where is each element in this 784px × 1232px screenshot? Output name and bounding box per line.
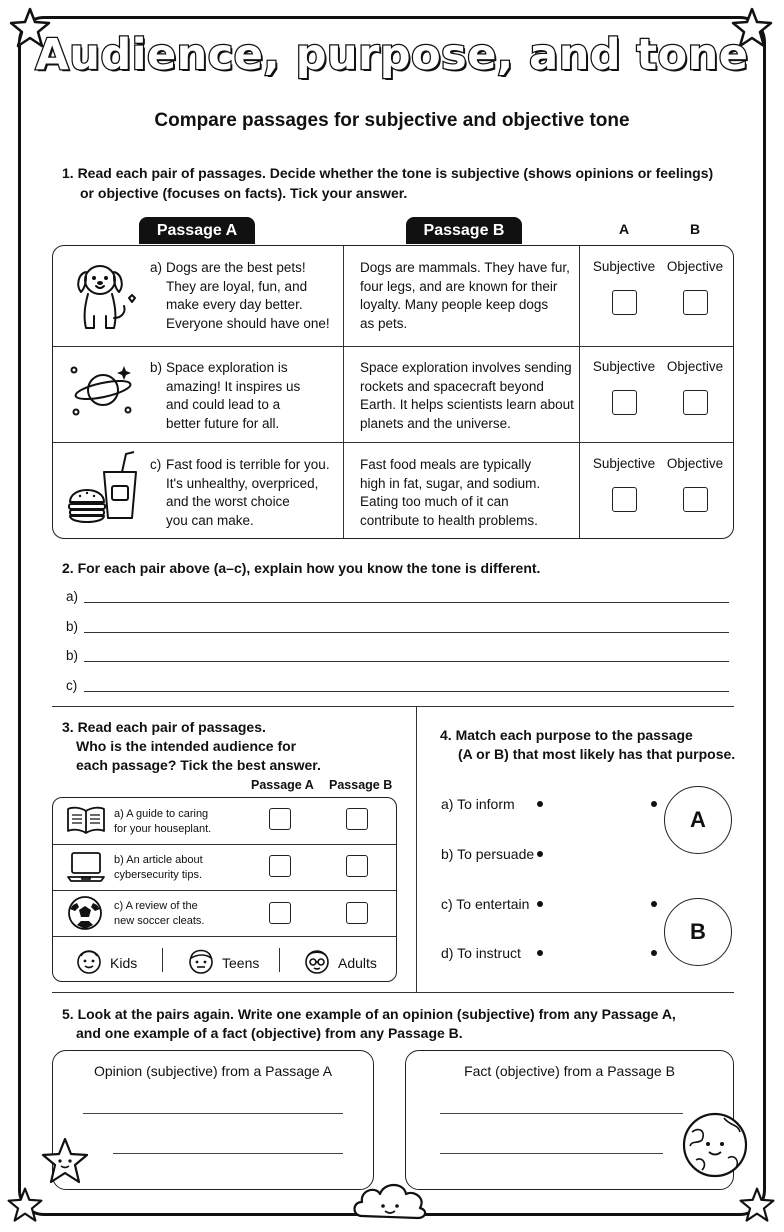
- star-icon: [6, 1186, 44, 1224]
- q2-line-label: c): [66, 678, 78, 693]
- soccer-ball-icon: [67, 895, 103, 931]
- q3-row-c-passage-a-checkbox[interactable]: [269, 902, 291, 924]
- section-divider: [416, 706, 417, 992]
- q1-row-b-passage-a: b) Space exploration is amazing! It inspires us and could lead to a better future for all.: [150, 360, 301, 431]
- subjective-label: Subjective: [592, 359, 656, 374]
- q1-row-a-passage-a: a) Dogs are the best pets! They are loyal, fun, and make every day better. Everyone should have one!: [150, 260, 330, 331]
- target-b-dot[interactable]: [651, 901, 657, 907]
- q2-answer-line[interactable]: [84, 661, 729, 662]
- section-divider: [52, 706, 734, 707]
- audience-adults-label: Adults: [338, 955, 377, 971]
- q3-row-b-passage-a-checkbox[interactable]: [269, 855, 291, 877]
- q3-row-a-text: a) A guide to caring for your houseplant.: [114, 808, 212, 835]
- passage-b-target[interactable]: B: [664, 898, 732, 966]
- column-a-header: A: [618, 221, 630, 237]
- q5-instruction-line1: 5. Look at the pairs again. Write one example of an opinion (subjective) from any Passage A,: [62, 1006, 676, 1022]
- smiling-star-icon: [40, 1136, 90, 1186]
- q3-row-b-passage-b-checkbox[interactable]: [346, 855, 368, 877]
- objective-label: Objective: [666, 456, 724, 471]
- q3-instruction-line2: Who is the intended audience for: [76, 738, 297, 754]
- purpose-inform-label: a) To inform: [441, 796, 515, 812]
- row-c-subjective-checkbox[interactable]: [612, 487, 637, 512]
- purpose-entertain-dot[interactable]: [537, 901, 543, 907]
- teen-face-icon: [186, 946, 216, 976]
- q5-instruction-line2: and one example of a fact (objective) from any Passage B.: [76, 1025, 463, 1041]
- q2-instruction: 2. For each pair above (a–c), explain how you know the tone is different.: [62, 560, 541, 576]
- q3-passage-a-header: Passage A: [251, 778, 314, 792]
- objective-label: Objective: [666, 259, 724, 274]
- row-b-objective-checkbox[interactable]: [683, 390, 708, 415]
- purpose-instruct-dot[interactable]: [537, 950, 543, 956]
- q3-row-b-text: b) An article about cybersecurity tips.: [114, 854, 203, 881]
- dog-icon: [72, 258, 138, 334]
- q3-row-a-passage-a-checkbox[interactable]: [269, 808, 291, 830]
- q2-line-label: b): [66, 619, 79, 634]
- audience-kids-label: Kids: [110, 955, 138, 971]
- purpose-instruct-label: d) To instruct: [441, 945, 521, 961]
- q4-instruction-line1: 4. Match each purpose to the passage: [440, 727, 693, 743]
- row-c-objective-checkbox[interactable]: [683, 487, 708, 512]
- q3-passage-b-header: Passage B: [329, 778, 393, 792]
- purpose-persuade-dot[interactable]: [537, 851, 543, 857]
- audience-teens-label: Teens: [222, 955, 260, 971]
- planet-icon: [68, 362, 138, 422]
- section-divider: [52, 992, 734, 993]
- q1-row-c-passage-b: Fast food meals are typically high in fat, sugar, and sodium. Eating too much of it can contribute to health problems.: [360, 457, 541, 528]
- purpose-persuade-label: b) To persuade: [441, 846, 535, 862]
- q1-row-a-passage-b: Dogs are mammals. They have fur, four legs, and are known for their loyalty. Many people keep dogs as pets.: [360, 260, 570, 331]
- page-title: Audience, purpose, and tone: [35, 30, 749, 80]
- q2-line-label: a): [66, 589, 79, 604]
- passage-b-header: Passage B: [406, 217, 522, 244]
- q1-instruction-line1: 1. Read each pair of passages. Decide whether the tone is subjective (shows opinions or feelings): [62, 165, 714, 181]
- page-subtitle: Compare passages for subjective and objective tone: [154, 110, 630, 131]
- subjective-label: Subjective: [592, 456, 656, 471]
- passage-a-target[interactable]: A: [664, 786, 732, 854]
- q1-instruction-line2: or objective (focuses on facts). Tick your answer.: [80, 185, 408, 201]
- q1-row-b-passage-b: Space exploration involves sending rockets and spacecraft beyond Earth. It helps scientists learn about planets and the universe.: [360, 360, 574, 431]
- q2-answer-line[interactable]: [84, 602, 729, 603]
- q3-row-c-text: c) A review of the new soccer cleats.: [114, 900, 205, 927]
- row-a-objective-checkbox[interactable]: [683, 290, 708, 315]
- q4-instruction-line2: (A or B) that most likely has that purpose.: [458, 746, 736, 762]
- passage-a-header: Passage A: [139, 217, 255, 244]
- subjective-label: Subjective: [592, 259, 656, 274]
- adult-face-icon: [302, 946, 332, 976]
- smiling-earth-icon: [680, 1110, 750, 1180]
- fast-food-icon: [66, 450, 142, 528]
- column-b-header: B: [689, 221, 701, 237]
- purpose-entertain-label: c) To entertain: [441, 896, 530, 912]
- opinion-box-heading: Opinion (subjective) from a Passage A: [93, 1063, 333, 1079]
- q3-row-c-passage-b-checkbox[interactable]: [346, 902, 368, 924]
- opinion-answer-box[interactable]: [52, 1050, 374, 1190]
- purpose-inform-dot[interactable]: [537, 801, 543, 807]
- row-a-subjective-checkbox[interactable]: [612, 290, 637, 315]
- q2-answer-line[interactable]: [84, 632, 729, 633]
- q3-instruction-line3: each passage? Tick the best answer.: [76, 757, 321, 773]
- objective-label: Objective: [666, 359, 724, 374]
- q2-answer-line[interactable]: [84, 691, 729, 692]
- fact-box-heading: Fact (objective) from a Passage B: [464, 1063, 675, 1079]
- book-icon: [66, 805, 106, 835]
- row-b-subjective-checkbox[interactable]: [612, 390, 637, 415]
- smiling-cloud-icon: [350, 1176, 430, 1222]
- q2-line-label: b): [66, 648, 79, 663]
- laptop-icon: [66, 851, 106, 883]
- q1-row-c-passage-a: c) Fast food is terrible for you. It's unhealthy, overpriced, and the worst choice you can make.: [150, 457, 330, 528]
- kid-face-icon: [74, 946, 104, 976]
- target-a-dot[interactable]: [651, 801, 657, 807]
- star-icon: [738, 1186, 776, 1224]
- q3-row-a-passage-b-checkbox[interactable]: [346, 808, 368, 830]
- q3-instruction-line1: 3. Read each pair of passages.: [62, 719, 266, 735]
- target-b-dot[interactable]: [651, 950, 657, 956]
